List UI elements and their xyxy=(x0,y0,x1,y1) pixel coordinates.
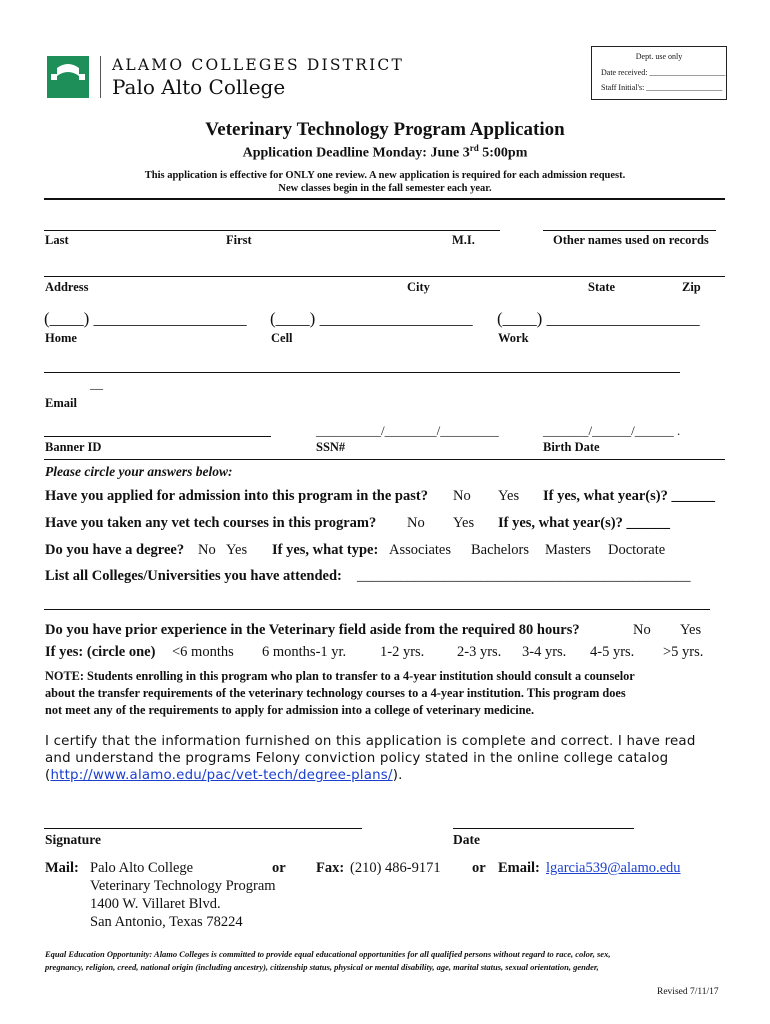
banner-id-label: Banner ID xyxy=(45,440,102,454)
q3-text: Do you have a degree? xyxy=(45,542,185,558)
banner-id-field[interactable] xyxy=(44,436,271,437)
degree-doctorate[interactable]: Doctorate xyxy=(608,542,666,558)
ssn-label: SSN# xyxy=(316,440,346,454)
office-use-title: Dept. use only xyxy=(635,52,683,61)
header-rule xyxy=(44,198,725,200)
staff-initials-field[interactable]: Staff Initial's: ___________________ xyxy=(601,83,723,92)
logo-divider xyxy=(100,56,101,98)
q3-no[interactable]: No xyxy=(198,542,216,558)
q5-text: Do you have prior experience in the Veterinary field aside from the required 80 hours? xyxy=(45,622,580,638)
work-label: Work xyxy=(498,331,529,345)
exp-lt-6-months[interactable]: <6 months xyxy=(172,644,234,660)
ids-rule xyxy=(44,459,725,460)
district-name: ALAMO COLLEGES DISTRICT xyxy=(112,56,404,74)
q2-year[interactable]: If yes, what year(s)? ______ xyxy=(498,515,670,531)
eeo-line-1: Equal Education Opportunity: Alamo Colleges is committed to provide equal educational opportunities for all qualified persons without regard to race, color, sex, xyxy=(45,949,611,959)
college-logo xyxy=(47,56,89,98)
exp-3-4y[interactable]: 3-4 yrs. xyxy=(522,644,567,660)
catalog-link[interactable]: http://www.alamo.edu/pac/vet-tech/degree-plans/ xyxy=(50,768,393,783)
mail-label: Mail: xyxy=(45,860,79,876)
notice-line-1: This application is effective for ONLY one review. A new application is required for each admission request. xyxy=(144,170,626,181)
email-contact-link[interactable]: lgarcia539@alamo.edu xyxy=(546,860,681,876)
q4-text: List all Colleges/Universities you have attended: xyxy=(45,568,342,584)
exp-6m-1y[interactable]: 6 months-1 yr. xyxy=(262,644,347,660)
q1-year[interactable]: If yes, what year(s)? ______ xyxy=(543,488,715,504)
deadline-sup: rd xyxy=(469,143,479,153)
note-line-1: NOTE: Students enrolling in this program who plan to transfer to a 4-year institution should consult a counselor xyxy=(45,669,635,683)
email-label: Email xyxy=(45,396,77,410)
date-field[interactable] xyxy=(453,828,634,829)
q2-yes[interactable]: Yes xyxy=(453,515,475,531)
email-contact-label: Email: xyxy=(498,860,540,876)
colleges-field-2[interactable] xyxy=(44,609,710,610)
state-label: State xyxy=(588,280,616,294)
colleges-field[interactable]: ______________________________________________ xyxy=(357,568,691,584)
deadline xyxy=(0,143,770,162)
mail-line-3: 1400 W. Villaret Blvd. xyxy=(90,896,221,912)
signature-label: Signature xyxy=(45,832,102,847)
city-label: City xyxy=(407,280,430,294)
email-field[interactable] xyxy=(44,372,680,373)
or-2: or xyxy=(472,860,486,876)
or-1: or xyxy=(272,860,286,876)
certify-line-3 xyxy=(45,768,403,783)
certify-line-1: I certify that the information furnished on this application is complete and correct. I have read xyxy=(45,734,696,749)
q3-type: If yes, what type: xyxy=(272,542,379,558)
birth-date-field[interactable]: _______/______/______ . xyxy=(543,423,681,438)
deadline-suffix: 5:00pm xyxy=(478,145,528,161)
degree-associates[interactable]: Associates xyxy=(389,542,452,558)
certify-close: ). xyxy=(392,768,403,783)
q5-yes[interactable]: Yes xyxy=(680,622,702,638)
deadline-prefix: Application Deadline Monday: June 3 xyxy=(242,145,470,161)
note-line-3: not meet any of the requirements to apply for admission into a college of veterinary medicine. xyxy=(45,703,535,717)
circle-instruction: Please circle your answers below: xyxy=(45,464,233,479)
fax-label: Fax: xyxy=(316,860,345,876)
other-names-field[interactable] xyxy=(543,230,716,231)
home-label: Home xyxy=(45,331,77,345)
degree-masters[interactable]: Masters xyxy=(545,542,591,558)
cell-phone-field[interactable]: (____) __________________ xyxy=(270,309,473,328)
eeo-line-2: pregnancy, religion, creed, national origin (including ancestry), citizenship status, physical or mental disability, age, marital status, sexual orientation, gender, xyxy=(45,962,599,972)
note-line-2: about the transfer requirements of the veterinary technology courses to a 4-year institution. This program does xyxy=(45,686,626,700)
mail-line-1: Palo Alto College xyxy=(90,860,194,876)
date-label: Date xyxy=(453,832,480,847)
other-names-label: Other names used on records xyxy=(553,233,709,247)
page-title: Veterinary Technology Program Application xyxy=(205,119,565,140)
q2-no[interactable]: No xyxy=(407,515,425,531)
q5-no[interactable]: No xyxy=(633,622,651,638)
exp-4-5y[interactable]: 4-5 yrs. xyxy=(590,644,635,660)
birth-date-label: Birth Date xyxy=(543,440,600,454)
certify-open: ( xyxy=(45,768,51,783)
q1-no[interactable]: No xyxy=(453,488,471,504)
zip-label: Zip xyxy=(682,280,701,294)
q2-text: Have you taken any vet tech courses in this program? xyxy=(45,515,377,531)
q1-yes[interactable]: Yes xyxy=(498,488,520,504)
date-received-field[interactable]: Date received: ___________________ xyxy=(601,68,726,77)
degree-bachelors[interactable]: Bachelors xyxy=(471,542,529,558)
work-phone-field[interactable]: (____) __________________ xyxy=(497,309,700,328)
notice-line-2: New classes begin in the fall semester each year. xyxy=(278,183,492,194)
exp-1-2y[interactable]: 1-2 yrs. xyxy=(380,644,425,660)
name-field[interactable] xyxy=(44,230,500,231)
signature-field[interactable] xyxy=(44,828,362,829)
certify-line-2: and understand the programs Felony conviction policy stated in the online college catalog xyxy=(45,751,669,766)
cell-label: Cell xyxy=(271,331,293,345)
q1-text: Have you applied for admission into this program in the past? xyxy=(45,488,428,504)
email-field-tail: __ xyxy=(90,376,103,391)
exp-gt-5y[interactable]: >5 yrs. xyxy=(663,644,704,660)
address-label: Address xyxy=(45,280,89,294)
college-name: Palo Alto College xyxy=(112,75,286,99)
mi-label: M.I. xyxy=(452,233,475,247)
exp-2-3y[interactable]: 2-3 yrs. xyxy=(457,644,502,660)
q3-yes[interactable]: Yes xyxy=(226,542,248,558)
fax-number: (210) 486-9171 xyxy=(350,860,441,876)
ssn-field[interactable]: __________/________/_________ xyxy=(316,423,499,438)
q5-if: If yes: (circle one) xyxy=(45,644,156,660)
mail-line-4: San Antonio, Texas 78224 xyxy=(90,914,243,930)
first-label: First xyxy=(226,233,252,247)
revised-date: Revised 7/11/17 xyxy=(657,987,719,997)
home-phone-field[interactable]: (____) __________________ xyxy=(44,309,247,328)
mission-arch-icon xyxy=(47,56,89,98)
mail-line-2: Veterinary Technology Program xyxy=(90,878,276,894)
last-label: Last xyxy=(45,233,69,247)
office-use-box xyxy=(591,46,727,100)
address-field[interactable] xyxy=(44,276,725,277)
